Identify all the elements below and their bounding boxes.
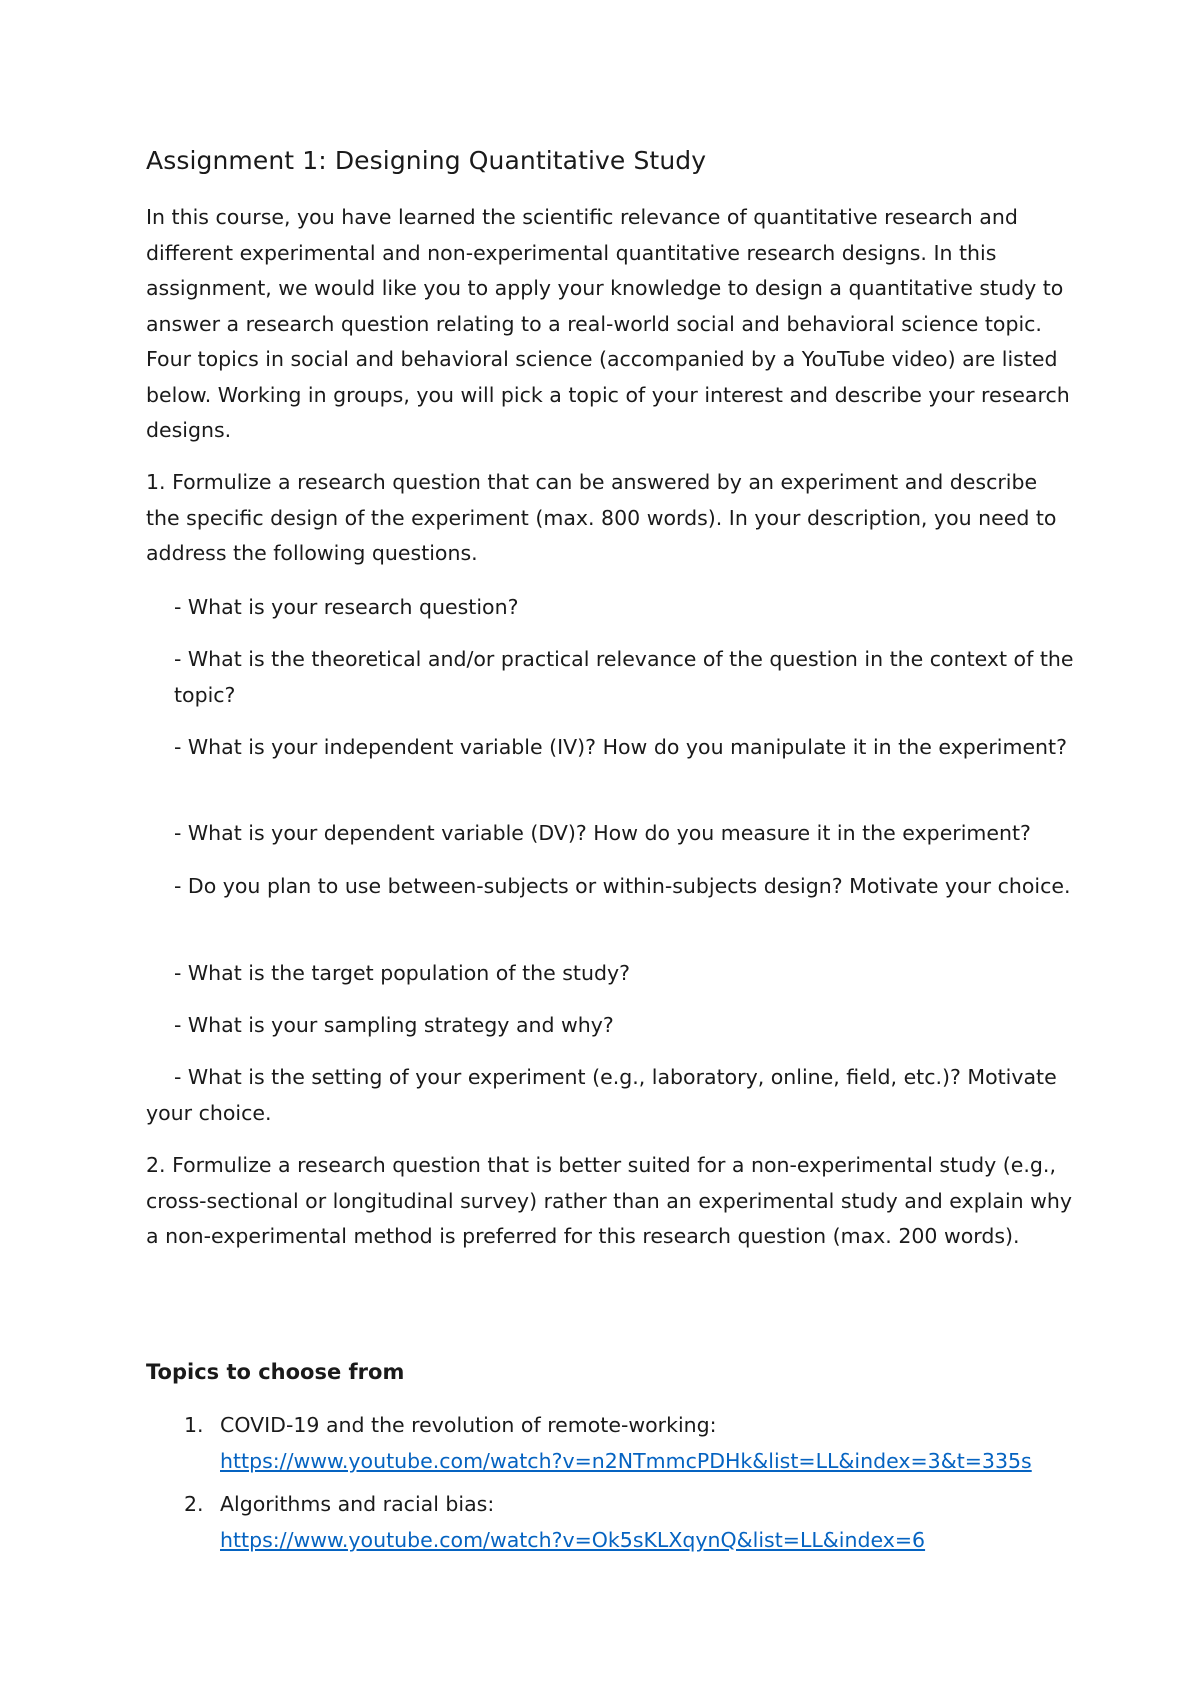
question-item: - What is your independent variable (IV)? How do you manipulate it in the experiment? — [174, 735, 1067, 759]
question-item: - What is the theoretical and/or practical relevance of the question in the context of the topic? — [174, 647, 1074, 707]
topic-number: 1. — [184, 1413, 204, 1437]
question-item: - What is your sampling strategy and why? — [174, 1013, 614, 1037]
topic-item — [146, 1408, 1076, 1479]
topic-video-link[interactable]: https://www.youtube.com/watch?v=Ok5sKLXqynQ&list=LL&index=6 — [220, 1527, 926, 1552]
topic-video-link[interactable]: https://www.youtube.com/watch?v=n2NTmmcPDHk&list=LL&index=3&t=335s — [220, 1448, 1032, 1473]
task-two-paragraph: 2. Formulize a research question that is better suited for a non-experimental study (e.g., cross-sectional or longitudinal survey) rather than an experimental study and explain why a non-experimental method is preferred for this research question (max. 200 words). — [146, 1153, 1073, 1248]
topic-label: COVID-19 and the revolution of remote-working: — [220, 1413, 717, 1437]
question-item: - What is your research question? — [174, 595, 519, 619]
question-item: - Do you plan to use between-subjects or within-subjects design? Motivate your choice. — [174, 874, 1071, 898]
question-item: - What is the target population of the study? — [174, 961, 630, 985]
topics-heading: Topics to choose from — [146, 1360, 405, 1384]
topic-number: 2. — [184, 1492, 204, 1516]
task-one-paragraph: 1. Formulize a research question that can be answered by an experiment and describe the specific design of the experiment (max. 800 words). In your description, you need to address the following questions. — [146, 470, 1057, 565]
question-item: - What is the setting of your experiment (e.g., laboratory, online, field, etc.)? Motivate your choice. — [146, 1065, 1057, 1125]
topic-item — [146, 1487, 1076, 1558]
topic-label: Algorithms and racial bias: — [220, 1492, 495, 1516]
topic-list — [146, 1408, 1076, 1566]
intro-paragraph: In this course, you have learned the scientific relevance of quantitative research and different experimental and non-experimental quantitative research designs. In this assignment, we would like you to apply your knowledge to design a quantitative study to answer a research question relating to a real-world social and behavioral science topic. Four topics in social and behavioral science (accompanied by a YouTube video) are listed below. Working in groups, you will pick a topic of your interest and describe your research designs. — [146, 205, 1070, 442]
question-item: - What is your dependent variable (DV)? How do you measure it in the experiment? — [174, 821, 1031, 845]
document-title: Assignment 1: Designing Quantitative Study — [146, 146, 707, 175]
